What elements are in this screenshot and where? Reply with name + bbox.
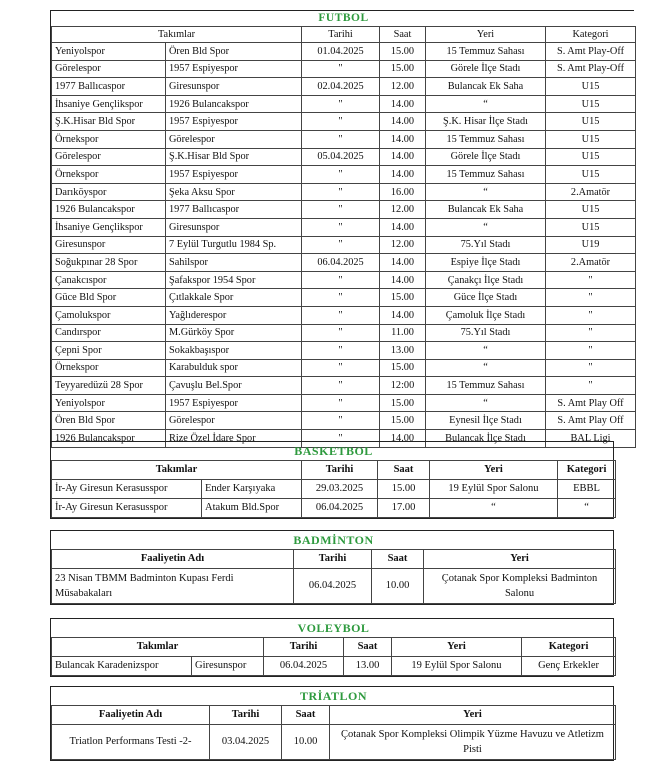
team-away: 7 Eylül Turgutlu 1984 Sp. [166, 236, 302, 254]
table-row [52, 480, 616, 499]
time-cell: 10.00 [282, 725, 330, 760]
team-away: Sahilspor [166, 254, 302, 272]
time-cell: 15.00 [380, 412, 426, 430]
time-cell: 15.00 [380, 394, 426, 412]
category-cell: U15 [546, 201, 636, 219]
header-faaliyet: Faaliyetin Adı [52, 550, 294, 569]
header-tarihi: Tarihi [302, 461, 378, 480]
table-row [52, 394, 636, 412]
category-cell: U15 [546, 148, 636, 166]
date-cell: 06.04.2025 [302, 254, 380, 272]
time-cell: 13.00 [344, 657, 392, 676]
time-cell: 14.00 [380, 306, 426, 324]
category-cell: " [546, 306, 636, 324]
team-home: Çanakcıspor [52, 271, 166, 289]
category-cell: U15 [546, 218, 636, 236]
basketbol-table [51, 442, 616, 518]
table-row [52, 271, 636, 289]
table-row [52, 412, 636, 430]
header-saat: Saat [380, 27, 426, 43]
team-home: Darıköyspor [52, 183, 166, 201]
team-home: Görelespor [52, 60, 166, 78]
team-home: Bulancak Karadenizspor [52, 657, 192, 676]
team-away: 1957 Espiyespor [166, 394, 302, 412]
team-home: Teyyaredüzü 28 Spor [52, 377, 166, 395]
venue-cell: Espiye İlçe Stadı [426, 254, 546, 272]
header-yeri: Yeri [430, 461, 558, 480]
venue-cell: Görele İlçe Stadı [426, 60, 546, 78]
table-row [52, 342, 636, 360]
header-kategori: Kategori [522, 638, 616, 657]
venue-cell: 15 Temmuz Sahası [426, 130, 546, 148]
team-home: Güce Bld Spor [52, 289, 166, 307]
team-away: Giresunspor [166, 78, 302, 96]
team-home: İr-Ay Giresun Kerasusspor [52, 499, 202, 518]
time-cell: 14.00 [380, 218, 426, 236]
time-cell: 14.00 [380, 166, 426, 184]
time-cell: 10.00 [372, 569, 424, 604]
futbol-header-row [52, 27, 636, 43]
category-cell: 2.Amatör [546, 254, 636, 272]
team-away: Çıtlakkale Spor [166, 289, 302, 307]
team-away: Ş.K.Hisar Bld Spor [166, 148, 302, 166]
category-cell: U15 [546, 95, 636, 113]
date-cell: " [302, 412, 380, 430]
date-cell: " [302, 236, 380, 254]
category-cell: " [546, 271, 636, 289]
team-home: Yeniyolspor [52, 394, 166, 412]
header-tarihi: Tarihi [294, 550, 372, 569]
header-takimlar: Takımlar [52, 638, 264, 657]
table-row [52, 130, 636, 148]
team-away: M.Gürköy Spor [166, 324, 302, 342]
venue-cell: Güce İlçe Stadı [426, 289, 546, 307]
team-home: Giresunspor [52, 236, 166, 254]
date-cell: " [302, 130, 380, 148]
header-yeri: Yeri [330, 706, 616, 725]
team-away: Şafakspor 1954 Spor [166, 271, 302, 289]
table-row [52, 236, 636, 254]
header-tarihi: Tarihi [264, 638, 344, 657]
futbol-table [51, 11, 636, 448]
team-away: Giresunspor [192, 657, 264, 676]
voleybol-table [51, 619, 616, 676]
category-cell: " [546, 289, 636, 307]
venue-cell: “ [426, 95, 546, 113]
table-row [52, 569, 616, 604]
futbol-title: FUTBOL [318, 12, 369, 24]
date-cell: " [302, 60, 380, 78]
date-cell: " [302, 166, 380, 184]
category-cell: “ [558, 499, 616, 518]
header-kategori: Kategori [558, 461, 616, 480]
time-cell: 15.00 [380, 60, 426, 78]
team-away: Rize Özel İdare Spor [166, 430, 302, 448]
category-cell: S. Amt Play-Off [546, 60, 636, 78]
date-cell: " [302, 201, 380, 219]
table-row [52, 60, 636, 78]
team-home: Soğukpınar 28 Spor [52, 254, 166, 272]
venue-cell: Çotanak Spor Kompleksi Olimpik Yüzme Havuzu ve Atletizm Pisti [330, 725, 616, 760]
team-away: Görelespor [166, 412, 302, 430]
venue-cell: Bulancak Ek Saha [426, 78, 546, 96]
activity-cell: Triatlon Performans Testi -2- [52, 725, 210, 760]
date-cell: " [302, 95, 380, 113]
time-cell: 14.00 [380, 130, 426, 148]
time-cell: 14.00 [380, 271, 426, 289]
time-cell: 16.00 [380, 183, 426, 201]
venue-cell: Çamoluk İlçe Stadı [426, 306, 546, 324]
badminton-title: BADMİNTON [293, 533, 374, 547]
category-cell: S. Amt Play Off [546, 412, 636, 430]
futbol-section [50, 10, 634, 448]
date-cell: 03.04.2025 [210, 725, 282, 760]
basketbol-section [50, 441, 614, 519]
time-cell: 15.00 [380, 43, 426, 61]
team-home: Yeniyolspor [52, 43, 166, 61]
team-away: Sokakbaşıspor [166, 342, 302, 360]
venue-cell: 15 Temmuz Sahası [426, 377, 546, 395]
venue-cell: Bulancak İlçe Stadı [426, 430, 546, 448]
category-cell: BAL Ligi [546, 430, 636, 448]
team-home: Çamolukspor [52, 306, 166, 324]
table-row [52, 148, 636, 166]
header-tarihi: Tarihi [210, 706, 282, 725]
team-home: İhsaniye Gençlikspor [52, 95, 166, 113]
team-home: Candırspor [52, 324, 166, 342]
venue-cell: Bulancak Ek Saha [426, 201, 546, 219]
team-away: Ender Karşıyaka [202, 480, 302, 499]
triatlon-section [50, 686, 614, 761]
team-away: Görelespor [166, 130, 302, 148]
table-row [52, 166, 636, 184]
table-row [52, 324, 636, 342]
time-cell: 14.00 [380, 430, 426, 448]
team-away: Karabulduk spor [166, 359, 302, 377]
date-cell: " [302, 377, 380, 395]
category-cell: Genç Erkekler [522, 657, 616, 676]
table-row [52, 201, 636, 219]
venue-cell: 75.Yıl Stadı [426, 324, 546, 342]
team-away: Giresunspor [166, 218, 302, 236]
table-row [52, 183, 636, 201]
date-cell: " [302, 324, 380, 342]
date-cell: " [302, 271, 380, 289]
time-cell: 12.00 [380, 201, 426, 219]
date-cell: 02.04.2025 [302, 78, 380, 96]
date-cell: 29.03.2025 [302, 480, 378, 499]
time-cell: 14.00 [380, 148, 426, 166]
basketbol-title: BASKETBOL [294, 444, 373, 458]
badminton-header-row [52, 550, 616, 569]
voleybol-title: VOLEYBOL [297, 621, 370, 635]
date-cell: " [302, 342, 380, 360]
time-cell: 15.00 [380, 289, 426, 307]
venue-cell: 15 Temmuz Sahası [426, 166, 546, 184]
team-home: Örnekspor [52, 359, 166, 377]
team-home: 1977 Ballıcaspor [52, 78, 166, 96]
table-row [52, 657, 616, 676]
table-row [52, 78, 636, 96]
triatlon-title: TRİATLON [299, 689, 368, 703]
header-takimlar: Takımlar [52, 461, 302, 480]
team-away: 1957 Espiyespor [166, 60, 302, 78]
header-saat: Saat [344, 638, 392, 657]
header-yeri: Yeri [426, 27, 546, 43]
venue-cell: 75.Yıl Stadı [426, 236, 546, 254]
team-away: Çavuşlu Bel.Spor [166, 377, 302, 395]
venue-cell: Görele İlçe Stadı [426, 148, 546, 166]
category-cell: " [546, 324, 636, 342]
category-cell: U15 [546, 166, 636, 184]
category-cell: " [546, 342, 636, 360]
table-row [52, 289, 636, 307]
header-yeri: Yeri [424, 550, 616, 569]
date-cell: 01.04.2025 [302, 43, 380, 61]
category-cell: U15 [546, 78, 636, 96]
team-home: Ş.K.Hisar Bld Spor [52, 113, 166, 131]
team-away: 1957 Espiyespor [166, 113, 302, 131]
team-away: 1926 Bulancakspor [166, 95, 302, 113]
voleybol-header-row [52, 638, 616, 657]
time-cell: 14.00 [380, 95, 426, 113]
team-home: Ören Bld Spor [52, 412, 166, 430]
venue-cell: Çotanak Spor Kompleksi Badminton Salonu [424, 569, 616, 604]
table-row [52, 218, 636, 236]
category-cell: 2.Amatör [546, 183, 636, 201]
time-cell: 15.00 [380, 359, 426, 377]
header-takimlar: Takımlar [52, 27, 302, 43]
team-away: Atakum Bld.Spor [202, 499, 302, 518]
team-home: Örnekspor [52, 130, 166, 148]
team-home: 1926 Bulancakspor [52, 430, 166, 448]
team-away: 1977 Ballıcaspor [166, 201, 302, 219]
date-cell: " [302, 289, 380, 307]
category-cell: " [546, 377, 636, 395]
time-cell: 15.00 [378, 480, 430, 499]
date-cell: " [302, 183, 380, 201]
team-home: Örnekspor [52, 166, 166, 184]
venue-cell: “ [426, 394, 546, 412]
badminton-table [51, 531, 616, 604]
venue-cell: Eynesil İlçe Stadı [426, 412, 546, 430]
venue-cell: “ [426, 183, 546, 201]
team-away: 1957 Espiyespor [166, 166, 302, 184]
date-cell: 06.04.2025 [302, 499, 378, 518]
category-cell: U15 [546, 113, 636, 131]
table-row [52, 43, 636, 61]
header-faaliyet: Faaliyetin Adı [52, 706, 210, 725]
table-row [52, 254, 636, 272]
team-away: Şeka Aksu Spor [166, 183, 302, 201]
time-cell: 14.00 [380, 113, 426, 131]
date-cell: 05.04.2025 [302, 148, 380, 166]
venue-cell: 15 Temmuz Sahası [426, 43, 546, 61]
header-yeri: Yeri [392, 638, 522, 657]
basketbol-header-row [52, 461, 616, 480]
category-cell: EBBL [558, 480, 616, 499]
date-cell: " [302, 113, 380, 131]
badminton-section [50, 530, 614, 605]
venue-cell: “ [430, 499, 558, 518]
header-saat: Saat [378, 461, 430, 480]
date-cell: " [302, 394, 380, 412]
time-cell: 17.00 [378, 499, 430, 518]
date-cell: " [302, 218, 380, 236]
table-row [52, 725, 616, 760]
date-cell: 06.04.2025 [264, 657, 344, 676]
venue-cell: “ [426, 218, 546, 236]
venue-cell: 19 Eylül Spor Salonu [392, 657, 522, 676]
category-cell: S. Amt Play Off [546, 394, 636, 412]
activity-cell: 23 Nisan TBMM Badminton Kupası Ferdi Müsabakaları [52, 569, 294, 604]
category-cell: S. Amt Play-Off [546, 43, 636, 61]
category-cell: U15 [546, 130, 636, 148]
header-saat: Saat [372, 550, 424, 569]
team-home: 1926 Bulancakspor [52, 201, 166, 219]
time-cell: 11.00 [380, 324, 426, 342]
voleybol-section [50, 618, 614, 677]
table-row [52, 359, 636, 377]
venue-cell: Ş.K. Hisar İlçe Stadı [426, 113, 546, 131]
category-cell: U19 [546, 236, 636, 254]
time-cell: 12:00 [380, 377, 426, 395]
venue-cell: “ [426, 359, 546, 377]
team-away: Yağlıderespor [166, 306, 302, 324]
header-tarihi: Tarihi [302, 27, 380, 43]
time-cell: 13.00 [380, 342, 426, 360]
triatlon-table [51, 687, 616, 760]
date-cell: " [302, 430, 380, 448]
team-home: İr-Ay Giresun Kerasusspor [52, 480, 202, 499]
team-home: Görelespor [52, 148, 166, 166]
table-row [52, 113, 636, 131]
date-cell: " [302, 306, 380, 324]
venue-cell: “ [426, 342, 546, 360]
time-cell: 12.00 [380, 78, 426, 96]
table-row [52, 95, 636, 113]
team-home: İhsaniye Gençlikspor [52, 218, 166, 236]
date-cell: 06.04.2025 [294, 569, 372, 604]
venue-cell: 19 Eylül Spor Salonu [430, 480, 558, 499]
table-row [52, 306, 636, 324]
category-cell: " [546, 359, 636, 377]
date-cell: " [302, 359, 380, 377]
time-cell: 14.00 [380, 254, 426, 272]
header-saat: Saat [282, 706, 330, 725]
team-away: Ören Bld Spor [166, 43, 302, 61]
header-kategori: Kategori [546, 27, 636, 43]
table-row [52, 377, 636, 395]
venue-cell: Çanakçı İlçe Stadı [426, 271, 546, 289]
table-row [52, 499, 616, 518]
team-home: Çepni Spor [52, 342, 166, 360]
triatlon-header-row [52, 706, 616, 725]
time-cell: 12.00 [380, 236, 426, 254]
